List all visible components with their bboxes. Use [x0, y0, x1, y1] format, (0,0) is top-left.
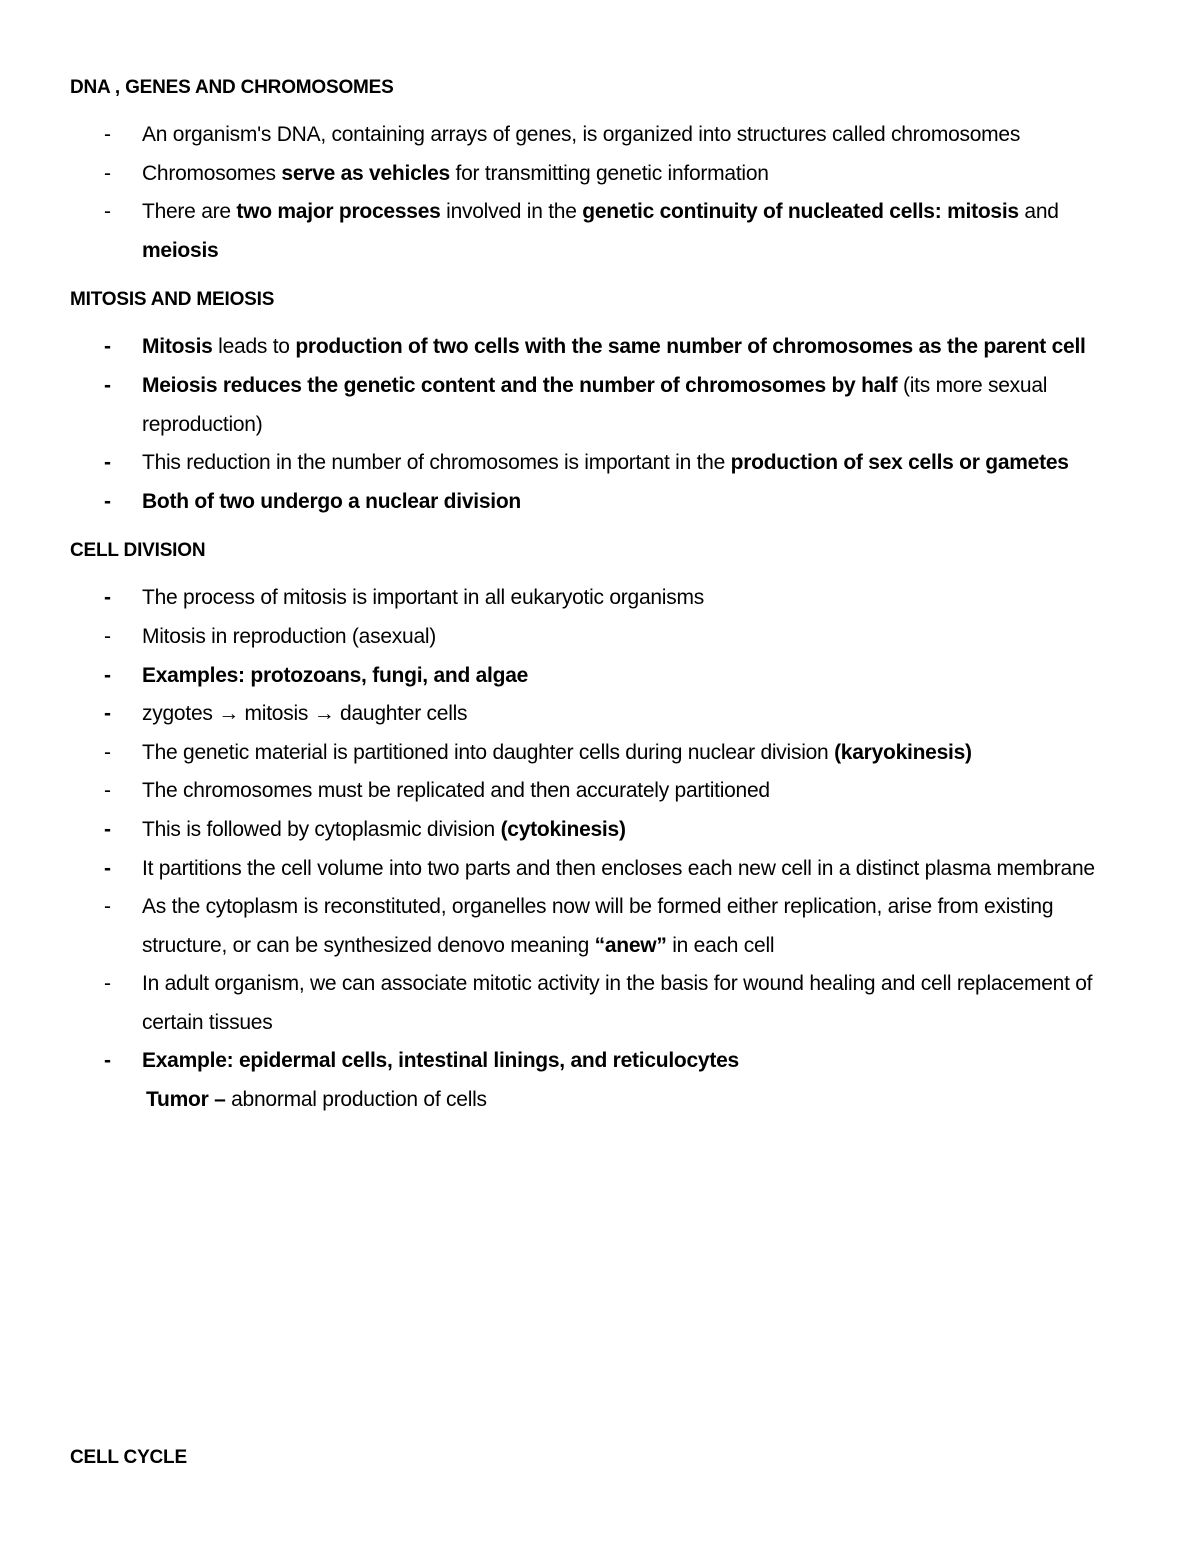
dash-bullet-icon: -	[104, 335, 111, 359]
bold-text-run: (cytokinesis)	[500, 817, 626, 841]
dash-bullet-icon: -	[104, 663, 111, 687]
item-text	[142, 741, 972, 764]
bold-text-run: Both of two undergo a nuclear division	[142, 489, 522, 513]
list-item	[70, 155, 1140, 194]
bold-text-run: production of two cells with the same number of chromosomes as the parent cell	[295, 335, 1086, 359]
dash-bullet-icon: -	[104, 740, 111, 764]
tumor-definition	[70, 1081, 1140, 1120]
section-heading-cell-division: CELL DIVISION	[70, 540, 206, 562]
bold-text-run: Mitosis	[142, 335, 213, 359]
text-run: involved in the	[440, 200, 583, 224]
dash-bullet-icon: -	[104, 161, 111, 185]
item-text	[142, 335, 1086, 358]
dash-bullet-icon: -	[104, 702, 111, 726]
dash-bullet-icon: -	[104, 624, 111, 648]
item-text	[142, 451, 1069, 474]
bold-text-run: Example: epidermal cells, intestinal linings, and reticulocytes	[142, 1049, 739, 1073]
list-item	[70, 1042, 1140, 1081]
text-run: for transmitting genetic information	[449, 161, 769, 185]
list-item	[70, 193, 1140, 270]
dash-bullet-icon: -	[104, 451, 111, 475]
dash-bullet-icon: -	[104, 895, 111, 919]
bold-text-run: two major processes	[236, 200, 441, 224]
bold-text-run: genetic continuity of nucleated cells: mitosis	[582, 200, 1019, 224]
dash-bullet-icon: -	[104, 1049, 111, 1073]
item-text	[142, 972, 1092, 1034]
text-run: This reduction in the number of chromosomes is important in the	[142, 451, 731, 475]
bullet-list-mitosis	[70, 328, 1140, 521]
section-heading-mitosis-meiosis: MITOSIS AND MEIOSIS	[70, 289, 275, 311]
text-run: Chromosomes	[142, 161, 282, 185]
text-run: (its more sexual reproduction)	[142, 373, 1048, 436]
bold-text-run: serve as vehicles	[281, 161, 450, 185]
dash-bullet-icon: -	[104, 817, 111, 841]
list-item	[70, 483, 1140, 522]
list-item	[70, 444, 1140, 483]
item-text	[142, 162, 769, 185]
text-run: abnormal production of cells	[225, 1088, 487, 1112]
bold-text-run: (karyokinesis)	[834, 740, 972, 764]
bullet-list-cell-division	[70, 579, 1140, 1081]
item-text	[142, 895, 1053, 957]
bold-text-run: Meiosis reduces the genetic content and the number of chromosomes by half	[142, 373, 898, 397]
list-item	[70, 579, 1140, 618]
dash-bullet-icon: -	[104, 779, 111, 803]
text-run: The process of mitosis is important in all eukaryotic organisms	[142, 586, 704, 610]
text-run: Mitosis in reproduction (asexual)	[142, 624, 437, 648]
item-text	[142, 818, 626, 841]
text-run: and	[1018, 200, 1059, 224]
text-run: The genetic material is partitioned into daughter cells during nuclear division	[142, 740, 835, 764]
list-item	[70, 116, 1140, 155]
text-run: The chromosomes must be replicated and then accurately partitioned	[142, 779, 770, 803]
list-item	[70, 811, 1140, 850]
dash-bullet-icon: -	[104, 586, 111, 610]
text-run: in each cell	[666, 933, 775, 957]
list-item	[70, 965, 1140, 1042]
item-text	[142, 374, 1047, 436]
list-item	[70, 618, 1140, 657]
bold-text-run: meiosis	[142, 238, 219, 262]
bold-text-run: Tumor –	[146, 1088, 226, 1112]
text-run: There are	[142, 200, 237, 224]
item-text	[142, 200, 1059, 262]
item-text	[142, 857, 1095, 880]
bold-text-run: Examples: protozoans, fungi, and algae	[142, 663, 529, 687]
dash-bullet-icon: -	[104, 373, 111, 397]
list-item	[70, 734, 1140, 773]
item-text	[142, 779, 770, 802]
list-item	[70, 850, 1140, 889]
bold-text-run: “anew”	[594, 933, 667, 957]
text-run: This is followed by cytoplasmic division	[142, 817, 501, 841]
list-item	[70, 657, 1140, 696]
text-run: An organism's DNA, containing arrays of genes, is organized into structures called chromosomes	[142, 123, 1021, 146]
list-item	[70, 328, 1140, 367]
list-item	[70, 695, 1140, 734]
text-run: zygotes → mitosis → daughter cells	[142, 702, 468, 726]
dash-bullet-icon: -	[104, 200, 111, 224]
section-heading-dna-genes-chromosomes: DNA , GENES AND CHROMOSOMES	[70, 77, 394, 98]
bold-text-run: production of sex cells or gametes	[730, 451, 1069, 475]
section-heading-cell-cycle: CELL CYCLE	[70, 1447, 187, 1468]
list-item	[70, 888, 1140, 965]
item-text	[142, 1049, 739, 1072]
bullet-list-dna	[70, 116, 1140, 270]
dash-bullet-icon: -	[104, 856, 111, 880]
item-text	[142, 702, 467, 725]
list-item	[70, 367, 1140, 444]
text-run: As the cytoplasm is reconstituted, organelles now will be formed either replication, arise from existing structure, or can be synthesized denovo meaning	[142, 895, 1054, 957]
item-text	[142, 490, 521, 513]
dash-bullet-icon: -	[104, 123, 111, 146]
item-text	[142, 586, 704, 609]
item-text	[142, 664, 528, 687]
item-text	[142, 123, 1020, 146]
dash-bullet-icon: -	[104, 972, 111, 996]
item-text	[142, 625, 436, 648]
text-run: leads to	[212, 335, 296, 359]
list-item	[70, 772, 1140, 811]
text-run: It partitions the cell volume into two parts and then encloses each new cell in a distinct plasma membrane	[142, 856, 1095, 880]
dash-bullet-icon: -	[104, 489, 111, 513]
text-run: In adult organism, we can associate mitotic activity in the basis for wound healing and cell replacement of certain tissues	[142, 972, 1093, 1034]
